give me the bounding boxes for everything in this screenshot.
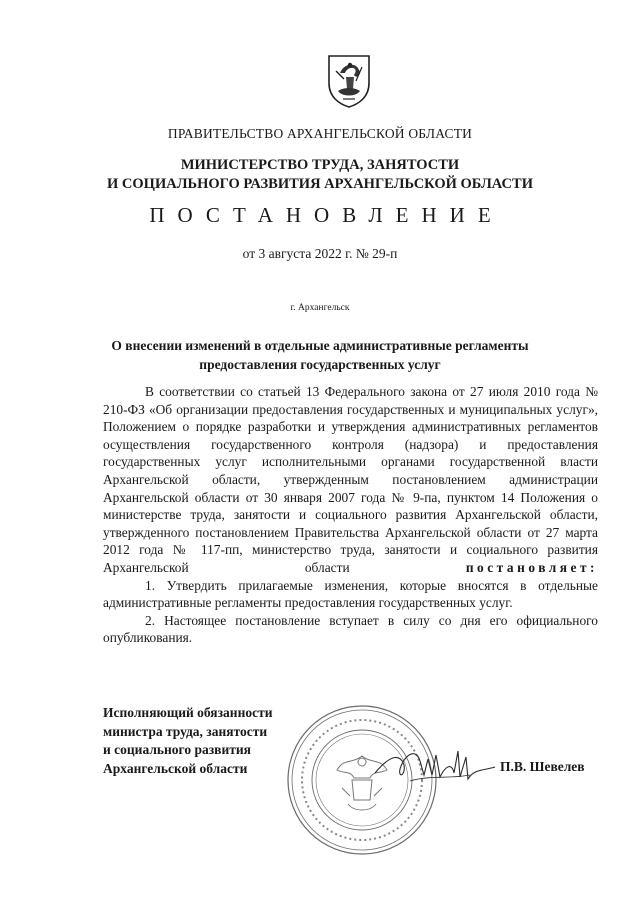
document-subject — [0, 336, 640, 374]
signatory-title-line-2: министра труда, занятости — [103, 723, 268, 739]
signatory-title-line-1: Исполняющий обязанности — [103, 705, 273, 720]
subject-line-2: предоставления государственных услуг — [199, 357, 441, 372]
signatory-title-line-3: и социального развития — [103, 742, 251, 757]
signatory-title — [103, 704, 273, 778]
document-city: г. Архангельск — [290, 303, 350, 313]
document-body — [103, 383, 598, 647]
resolution-item-1: 1. Утвердить прилагаемые изменения, которые вносятся в отдельные административные регламенты предоставления государственных услуг. — [103, 577, 598, 611]
document-type: ПОСТАНОВЛЕНИЕ — [149, 203, 504, 227]
preamble-paragraph — [103, 383, 598, 577]
document-date-number: от 3 августа 2022 г. № 29-п — [242, 246, 398, 261]
ministry-line-1: МИНИСТЕРСТВО ТРУДА, ЗАНЯТОСТИ — [180, 157, 460, 173]
ministry-line-2: И СОЦИАЛЬНОГО РАЗВИТИЯ АРХАНГЕЛЬСКОЙ ОБЛАСТИ — [107, 176, 533, 192]
government-heading: ПРАВИТЕЛЬСТВО АРХАНГЕЛЬСКОЙ ОБЛАСТИ — [167, 126, 473, 141]
signatory-name: П.В. Шевелев — [500, 759, 585, 774]
handwritten-signature-icon — [370, 735, 500, 790]
signatory-title-line-4: Архангельской области — [103, 760, 248, 776]
coat-of-arms-icon — [326, 53, 372, 109]
preamble-text: В соответствии со статьей 13 Федерального закона от 27 июля 2010 года № 210-ФЗ «Об организации предоставления государственных и муниципальных услуг», Положением о порядке разработки и утверждения административных регламентов осуществления государственного контроля (надзора) и предоставления государственных услуг исполнительными органами государственной власти Архангельской области, утвержденным постановлением администрации Архангельской области от 30 января 2007 года № 9-па, пунктом 14 Положения о министерстве труда, занятости и социального развития Архангельской области, утвержденного постановлением Правительства Архангельской области от 27 марта 2012 года № 117-пп, министерство труда, занятости и социального развития Архангельской области — [103, 384, 598, 575]
ministry-heading — [0, 156, 640, 194]
resolution-item-2: 2. Настоящее постановление вступает в силу со дня его официального опубликования. — [103, 612, 598, 646]
subject-line-1: О внесении изменений в отдельные административные регламенты — [111, 338, 529, 353]
resolution-keyword: постановляет: — [465, 559, 598, 575]
